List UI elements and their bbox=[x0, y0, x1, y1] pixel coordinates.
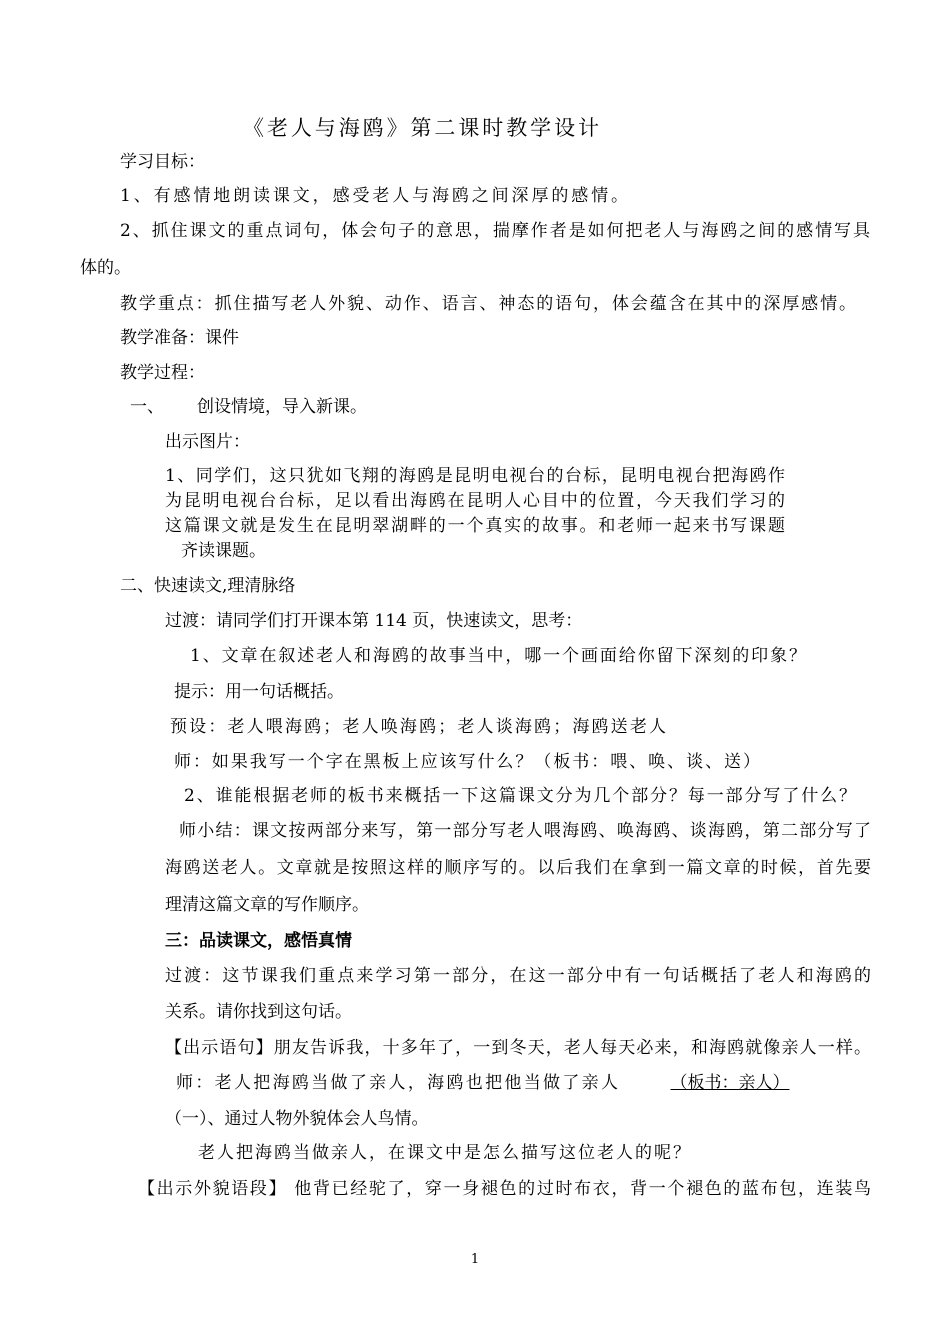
page-number: 1 bbox=[470, 1252, 480, 1267]
board-note: （板书：亲人） bbox=[670, 1073, 790, 1093]
text-line: 关系。请你找到这句话。 bbox=[165, 1002, 352, 1022]
text-line: 师：老人把海鸥当做了亲人，海鸥也把他当做了亲人 bbox=[176, 1073, 618, 1093]
text-line: 教学准备：课件 bbox=[120, 328, 239, 348]
text-line: 这篇课文就是发生在昆明翠湖畔的一个真实的故事。和老师一起来书写课题 bbox=[165, 516, 785, 536]
text-line: 理清这篇文章的写作顺序。 bbox=[165, 895, 369, 915]
text-line: 体的。 bbox=[80, 258, 131, 278]
text-line: 出示图片： bbox=[165, 432, 250, 452]
text-line: 2、谁能根据老师的板书来概括一下这篇课文分为几个部分？每一部分写了什么？ bbox=[184, 786, 856, 806]
text-line: 提示：用一句话概括。 bbox=[174, 682, 344, 702]
text-line: 教学过程： bbox=[120, 363, 205, 383]
text-line: 过渡：请同学们打开课本第 114 页，快速读文，思考： bbox=[165, 611, 583, 631]
text-line: 海鸥送老人。文章就是按照这样的顺序写的。以后我们在拿到一篇文章的时候，首先要 bbox=[165, 858, 871, 878]
text-line: 老人把海鸥当做亲人，在课文中是怎么描写这位老人的呢？ bbox=[198, 1143, 690, 1163]
text-line: 1、有感情地朗读课文，感受老人与海鸥之间深厚的感情。 bbox=[120, 186, 628, 206]
page-title: 《老人与海鸥》第二课时教学设计 bbox=[243, 116, 599, 140]
text-line: 过渡：这节课我们重点来学习第一部分，在这一部分中有一句话概括了老人和海鸥的 bbox=[165, 966, 871, 986]
text-line: 2、抓住课文的重点词句，体会句子的意思，揣摩作者是如何把老人与海鸥之间的感情写具 bbox=[120, 221, 870, 241]
text-line: （一）、通过人物外貌体会人鸟情。 bbox=[165, 1109, 429, 1129]
section-heading: 二、快速读文,理清脉络 bbox=[120, 576, 296, 596]
section-number: 一、 bbox=[130, 397, 164, 417]
text-line: 预设：老人喂海鸥；老人唤海鸥；老人谈海鸥；海鸥送老人 bbox=[170, 717, 666, 737]
text-line: 师小结：课文按两部分来写，第一部分写老人喂海鸥、唤海鸥、谈海鸥，第二部分写了 bbox=[179, 821, 871, 841]
text-line: 齐读课题。 bbox=[181, 541, 266, 561]
text-line: 1、文章在叙述老人和海鸥的故事当中，哪一个画面给你留下深刻的印象？ bbox=[190, 646, 806, 666]
text-line: 学习目标： bbox=[120, 152, 205, 172]
section-heading: 创设情境，导入新课。 bbox=[197, 397, 367, 417]
text-line: 1、同学们，这只犹如飞翔的海鸥是昆明电视台的台标，昆明电视台把海鸥作 bbox=[165, 466, 785, 486]
text-line: 【出示外貌语段】 他背已经驼了，穿一身褪色的过时布衣，背一个褪色的蓝布包，连装鸟 bbox=[138, 1179, 871, 1199]
text-line: 【出示语句】朋友告诉我，十多年了，一到冬天，老人每天必来，和海鸥就像亲人一样。 bbox=[165, 1038, 871, 1058]
section-heading: 三：品读课文，感悟真情 bbox=[165, 931, 352, 951]
text-line: 为昆明电视台台标，足以看出海鸥在昆明人心目中的位置，今天我们学习的 bbox=[165, 491, 785, 511]
text-line: 师：如果我写一个字在黑板上应该写什么？（板书：喂、唤、谈、送） bbox=[174, 752, 760, 772]
text-line: 教学重点：抓住描写老人外貌、动作、语言、神态的语句，体会蕴含在其中的深厚感情。 bbox=[120, 294, 856, 314]
